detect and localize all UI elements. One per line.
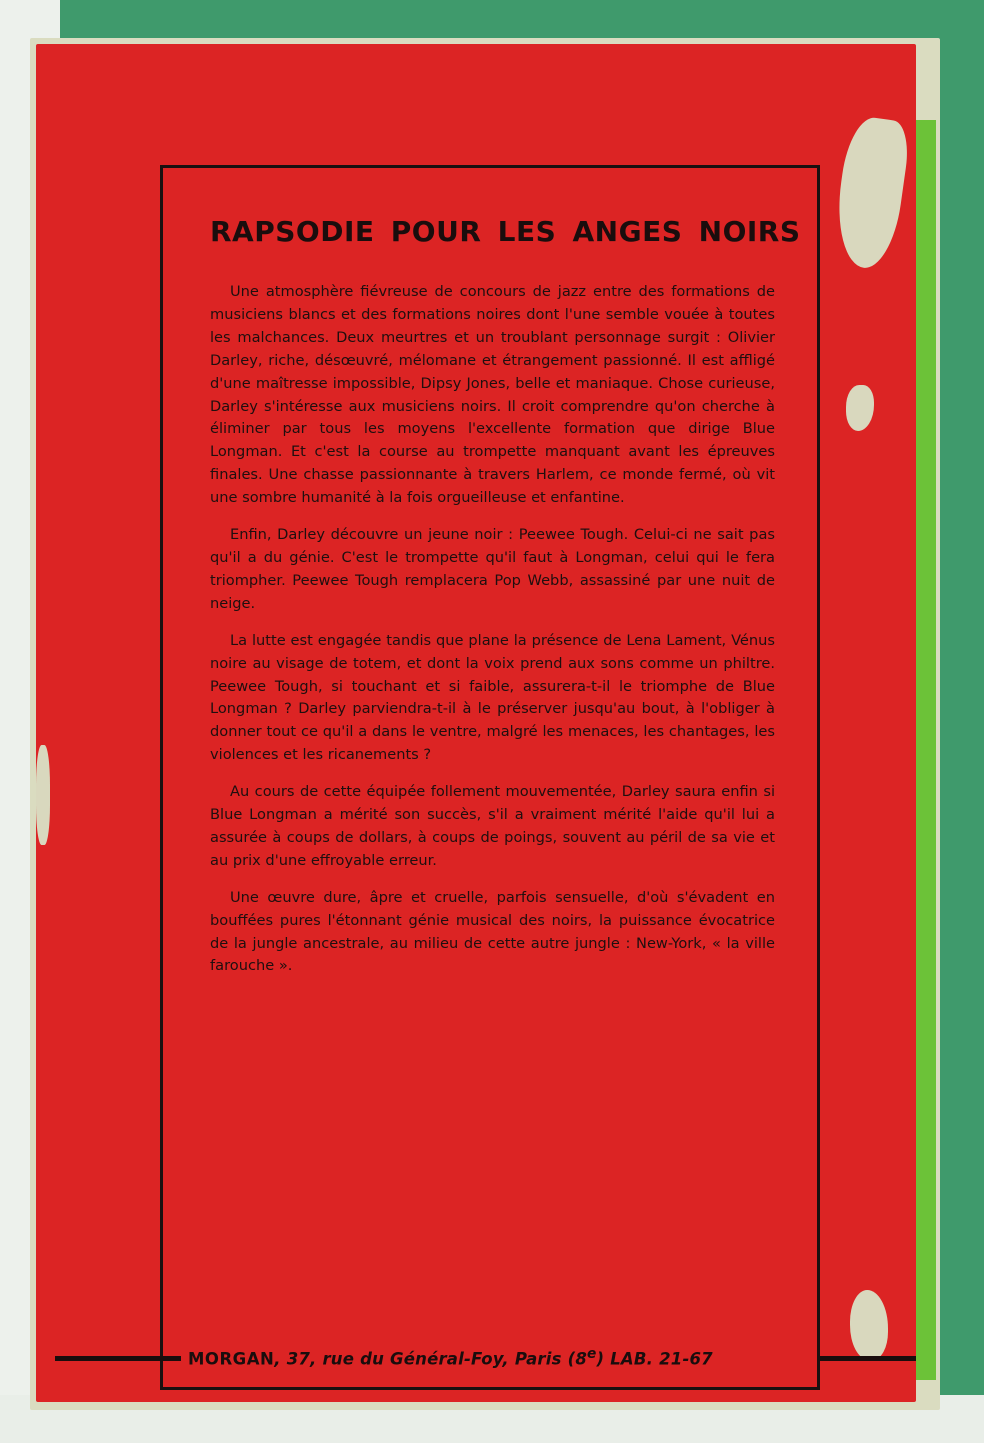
book-title: RAPSODIE POUR LES ANGES NOIRS <box>210 215 801 248</box>
blurb-text <box>210 281 775 992</box>
footer-rule-left <box>55 1356 181 1361</box>
publisher-address: , 37, rue du Général-Foy, Paris (8 <box>274 1349 587 1369</box>
worn-patch-left-edge <box>36 745 50 845</box>
blurb-paragraph-2: Enfin, Darley découvre un jeune noir : Peewee Tough. Celui-ci ne sait pas qu'il a du génie. C'est le trompette qu'il faut à Longman, celui qui le fera triompher. Peewee Tough remplacera Pop Webb, assassiné par une nuit de neige. <box>210 526 775 612</box>
arrondissement-superscript: e <box>587 1346 597 1362</box>
blurb-paragraph-1: Une atmosphère fiévreuse de concours de jazz entre des formations de musiciens blancs et des formations noires dont l'une semble vouée à toutes les malchances. Deux meurtres et un troublant personnage surgit : Olivier Darley, riche, désœuvré, mélomane et étrangement passionné. Il est affligé d'une maîtresse impossible, Dipsy Jones, belle et maniaque. Chose curieuse, Darley s'intéresse aux musiciens noirs. Il croit comprendre qu'on cherche à éliminer par tous les moyens l'excellente formation que dirige Blue Longman. Et c'est la course au trompette manquant avant les épreuves finales. Une chasse passionnante à travers Harlem, ce monde fermé, où vit une sombre humanité à la fois orgueilleuse et enfantine. <box>210 283 775 507</box>
green-spine-edge <box>916 120 936 1380</box>
publisher-footer <box>188 1346 808 1369</box>
blurb-paragraph-3: La lutte est engagée tandis que plane la présence de Lena Lament, Vénus noire au visage de totem, et dont la voix prend aux sons comme un philtre. Peewee Tough, si touchant et si faible, assurera-t-il le triomphe de Blue Longman ? Darley parviendra-t-il à le préserver jusqu'au bout, à l'obliger à donner tout ce qu'il a dans le ventre, malgré les menaces, les chantages, les violences et les ricanements ? <box>210 631 775 764</box>
publisher-name: MORGAN <box>188 1349 275 1369</box>
blurb-paragraph-4: Au cours de cette équipée follement mouvementée, Darley saura enfin si Blue Longman a mérité son succès, s'il a vraiment mérité l'aide qu'il lui a assurée à coups de dollars, à coups de poings, souvent au péril de sa vie et au prix d'une effroyable erreur. <box>210 783 775 869</box>
blurb-paragraph-5: Une œuvre dure, âpre et cruelle, parfois sensuelle, d'où s'évadent en bouffées pures l'étonnant génie musical des noirs, la puissance évocatrice de la jungle ancestrale, au milieu de cette autre jungle : New-York, « la ville farouche ». <box>210 888 775 975</box>
footer-rule-right <box>820 1356 916 1361</box>
publisher-phone: ) LAB. 21-67 <box>596 1349 713 1369</box>
